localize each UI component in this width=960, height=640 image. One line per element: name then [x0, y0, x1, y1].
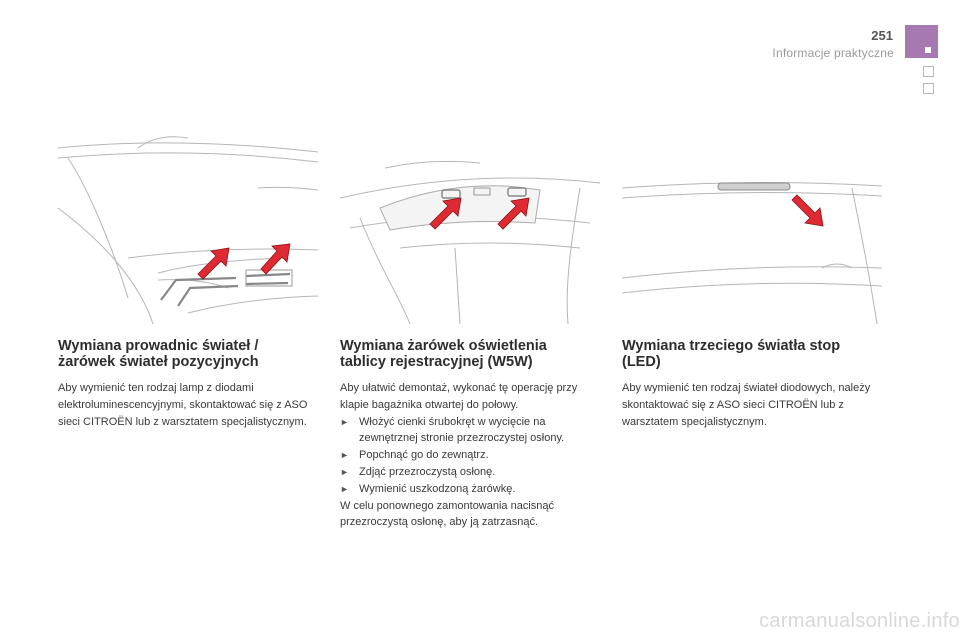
column-brake-light	[622, 338, 874, 430]
column-title	[340, 338, 592, 370]
bullet-icon: ►	[340, 466, 349, 477]
bullet-icon: ►	[340, 483, 349, 494]
column-title	[58, 338, 310, 370]
column-title-line: (LED)	[622, 354, 661, 370]
list-item: ► Włożyć cienki śrubokręt w wycięcie na zewnętrznej stronie przezroczystej osłony.	[340, 415, 565, 445]
bullet-icon: ►	[340, 450, 349, 461]
column-title-line: tablicy rejestracyjnej (W5W)	[340, 354, 533, 370]
watermark: carmanualsonline.info	[759, 610, 960, 632]
column-paragraph: Aby wymienić ten rodzaj lamp z diodami elektroluminescencyjnymi, skontaktować się z ASO sieci CITROËN lub z warsztatem specjalistycznym.	[58, 382, 308, 428]
column-title-line: Wymiana żarówek oświetlenia	[340, 338, 547, 354]
step-list	[340, 414, 592, 498]
section-label: Informacje praktyczne	[772, 46, 894, 60]
column-paragraph: Aby wymienić ten rodzaj świateł diodowych, należy skontaktować się z ASO sieci CITROËN lub z warsztatem specjalistycznym.	[622, 382, 871, 428]
page-box-1	[923, 66, 934, 77]
column-title-line: Wymiana prowadnic świateł /	[58, 338, 259, 354]
list-item: ► Wymienić uszkodzoną żarówkę.	[340, 481, 592, 498]
page-box-2	[923, 83, 934, 94]
column-title	[622, 338, 874, 370]
illustration-plate-lamps	[340, 128, 600, 324]
illustration-brake-light	[622, 128, 882, 324]
bullet-icon: ►	[340, 416, 349, 427]
column-intro: Aby ułatwić demontaż, wykonać tę operację przy klapie bagażnika otwartej do połowy.	[340, 382, 578, 411]
illustration-rear-lights	[58, 128, 318, 324]
chapter-tab	[905, 25, 938, 58]
list-item: ► Popchnąć go do zewnątrz.	[340, 447, 592, 464]
column-plate-lamps	[340, 338, 592, 531]
page-number: 251	[871, 28, 893, 43]
column-title-line: żarówek świateł pozycyjnych	[58, 354, 259, 370]
chapter-tab-marker	[925, 47, 931, 53]
list-item: ► Zdjąć przezroczystą osłonę.	[340, 464, 592, 481]
column-title-line: Wymiana trzeciego światła stop	[622, 338, 841, 354]
column-outro: W celu ponownego zamontowania nacisnąć przezroczystą osłonę, aby ją zatrzasnąć.	[340, 499, 555, 529]
column-position-lights	[58, 338, 310, 430]
